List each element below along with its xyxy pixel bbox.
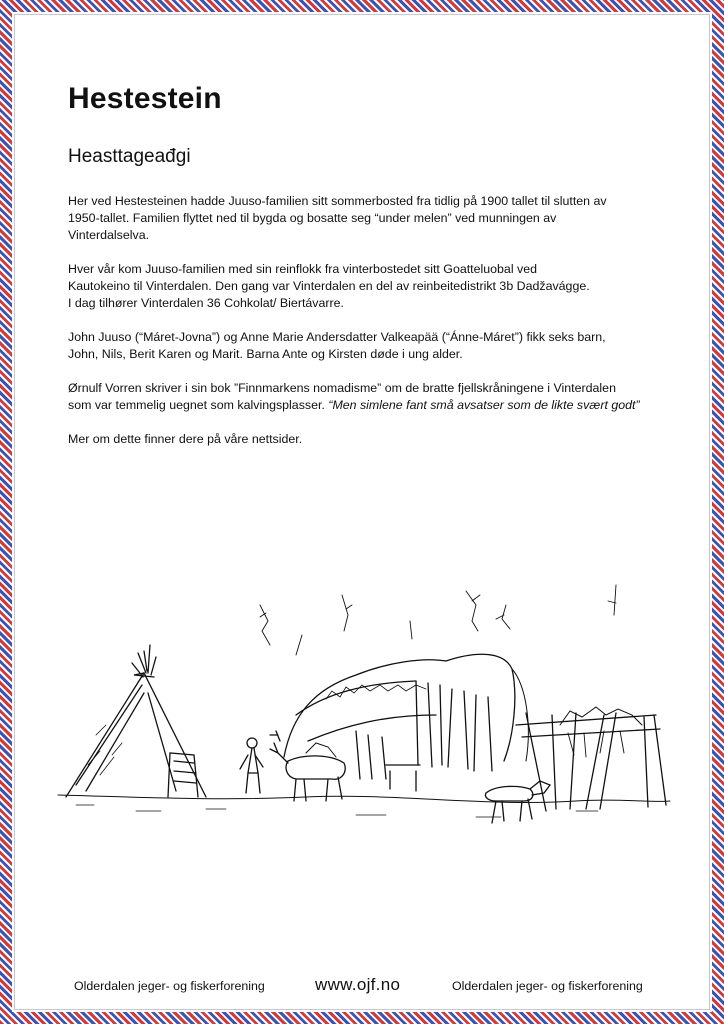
text-line: John Juuso (“Máret-Jovna”) og Anne Marie Andersdatter Valkeapää (“Ánne-Máret”) fikk seks barn, [68, 330, 606, 344]
paragraph-5 [68, 431, 668, 448]
footer-website: www.ojf.no [315, 975, 401, 994]
text-line: John, Nils, Berit Karen og Marit. Barna Ante og Kirsten døde i ung alder. [68, 347, 463, 361]
body-text [68, 193, 668, 465]
paragraph-3 [68, 329, 668, 363]
person-sketch [240, 738, 263, 793]
text-line: I dag tilhører Vinterdalen 36 Cohkolat/ Biertávarre. [68, 296, 344, 310]
trees-sketch [260, 585, 616, 655]
tent-sketch [66, 645, 206, 797]
text-line: Vinterdalselva. [68, 228, 150, 242]
page-title: Hestestein [68, 82, 222, 115]
text-line: som var temmelig uegnet som kalvingsplasser. [68, 398, 329, 412]
paragraph-2 [68, 261, 668, 312]
text-line: 1950-tallet. Familien flyttet ned til bygda og bosatte seg “under melen” ved munningen av [68, 211, 557, 225]
page-subtitle: Heasttageađgi [68, 146, 191, 167]
footer-right-text: Olderdalen jeger- og fiskerforening [452, 979, 643, 993]
text-line: Ørnulf Vorren skriver i sin bok ”Finnmarkens nomadisme” om de bratte fjellskråningene i Vinterdalen [68, 381, 616, 395]
drying-rack-sketch [516, 707, 666, 811]
italic-quote: “Men simlene fant små avsatser som de likte svært godt” [328, 398, 640, 412]
paragraph-1 [68, 193, 668, 244]
turf-hut-sketch [284, 654, 528, 791]
text-line: Her ved Hestesteinen hadde Juuso-familien sitt sommerbosted fra tidlig på 1900 tallet til slutten av [68, 194, 607, 208]
paragraph-4 [68, 380, 668, 414]
footer-left-text: Olderdalen jeger- og fiskerforening [74, 979, 265, 993]
text-line: Mer om dette finner dere på våre nettsider. [68, 432, 303, 446]
camp-sketch-illustration [56, 565, 672, 840]
text-line: Kautokeino til Vinterdalen. Den gang var Vinterdalen en del av reinbeitedistrikt 3b Dadžavágge. [68, 279, 590, 293]
text-line: Hver vår kom Juuso-familien med sin reinflokk fra vinterbostedet sitt Goatteluobal ved [68, 262, 537, 276]
